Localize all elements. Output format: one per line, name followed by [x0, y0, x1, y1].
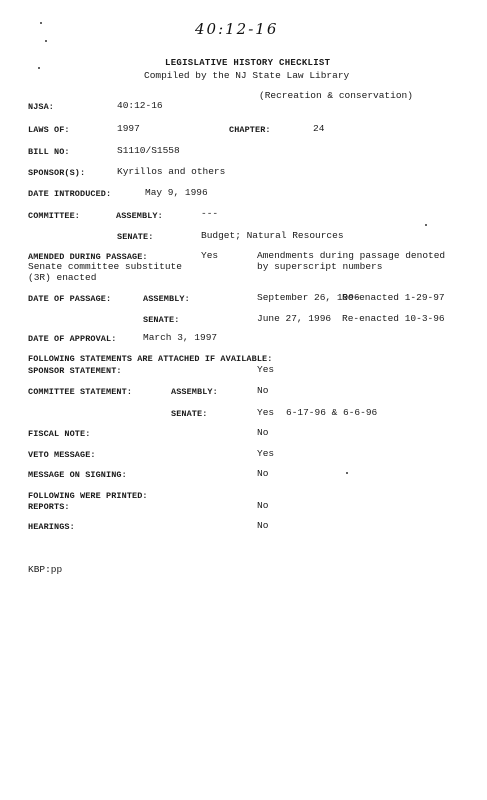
bill-no-value: S1110/S1558 [117, 145, 180, 156]
sponsor-statement-value: Yes [257, 364, 275, 375]
amended-extra-line2: (3R) enacted [28, 272, 97, 283]
committee-senate-label: SENATE: [117, 232, 154, 242]
committee-statement-senate-dates: 6-17-96 & 6-6-96 [286, 407, 378, 418]
statements-heading: FOLLOWING STATEMENTS ARE ATTACHED IF AVAILABLE: [28, 354, 273, 364]
page-title: LEGISLATIVE HISTORY CHECKLIST [165, 58, 331, 68]
hearings-label: HEARINGS: [28, 522, 75, 532]
scan-speck [425, 224, 427, 226]
passage-senate-label: SENATE: [143, 315, 180, 325]
committee-statement-senate-label: SENATE: [171, 409, 208, 419]
passage-assembly-reenacted: Re-enacted 1-29-97 [342, 292, 445, 303]
amended-label: AMENDED DURING PASSAGE: [28, 252, 148, 262]
laws-of-label: LAWS OF: [28, 125, 70, 135]
bill-no-label: BILL NO: [28, 147, 70, 157]
njsa-value: 40:12-16 [117, 100, 163, 111]
chapter-value: 24 [313, 123, 325, 134]
amended-value: Yes [201, 250, 219, 261]
chapter-label: CHAPTER: [229, 125, 271, 135]
scan-speck [38, 67, 40, 69]
date-of-passage-label: DATE OF PASSAGE: [28, 294, 112, 304]
handwritten-number: 40:12-16 [195, 20, 279, 38]
committee-assembly-value: --- [201, 208, 219, 219]
fiscal-note-value: No [257, 427, 269, 438]
date-introduced-value: May 9, 1996 [145, 187, 208, 198]
passage-senate-reenacted: Re-enacted 10-3-96 [342, 313, 445, 324]
reports-label: REPORTS: [28, 502, 70, 512]
sponsors-label: SPONSOR(S): [28, 168, 86, 178]
footer-initials: KBP:pp [28, 564, 63, 575]
committee-statement-senate-value: Yes [257, 407, 275, 418]
passage-assembly-value: September 26, 1996 [257, 292, 360, 303]
committee-statement-assembly-label: ASSEMBLY: [171, 387, 218, 397]
scan-speck [40, 22, 42, 24]
scan-speck [346, 472, 348, 474]
hearings-value: No [257, 520, 269, 531]
printed-heading: FOLLOWING WERE PRINTED: [28, 491, 148, 501]
date-of-approval-value: March 3, 1997 [143, 332, 218, 343]
amended-note-line1: Amendments during passage denoted [257, 250, 446, 261]
reports-value: No [257, 500, 269, 511]
fiscal-note-label: FISCAL NOTE: [28, 429, 91, 439]
committee-statement-assembly-value: No [257, 385, 269, 396]
message-on-signing-value: No [257, 468, 269, 479]
veto-message-value: Yes [257, 448, 275, 459]
laws-of-value: 1997 [117, 123, 140, 134]
committee-statement-label: COMMITTEE STATEMENT: [28, 387, 133, 397]
amended-extra-line1: Senate committee substitute [28, 261, 182, 272]
njsa-label: NJSA: [28, 102, 55, 112]
committee-senate-value: Budget; Natural Resources [201, 230, 344, 241]
scan-speck [45, 40, 47, 42]
amended-note-line2: by superscript numbers [257, 261, 383, 272]
page-subtitle: Compiled by the NJ State Law Library [144, 70, 350, 81]
sponsor-statement-label: SPONSOR STATEMENT: [28, 366, 122, 376]
passage-senate-value: June 27, 1996 [257, 313, 332, 324]
committee-assembly-label: ASSEMBLY: [116, 211, 163, 221]
message-on-signing-label: MESSAGE ON SIGNING: [28, 470, 127, 480]
topic-note: (Recreation & conservation) [259, 90, 413, 101]
sponsors-value: Kyrillos and others [117, 166, 226, 177]
date-introduced-label: DATE INTRODUCED: [28, 189, 112, 199]
veto-message-label: VETO MESSAGE: [28, 450, 96, 460]
committee-label: COMMITTEE: [28, 211, 81, 221]
passage-assembly-label: ASSEMBLY: [143, 294, 190, 304]
date-of-approval-label: DATE OF APPROVAL: [28, 334, 117, 344]
